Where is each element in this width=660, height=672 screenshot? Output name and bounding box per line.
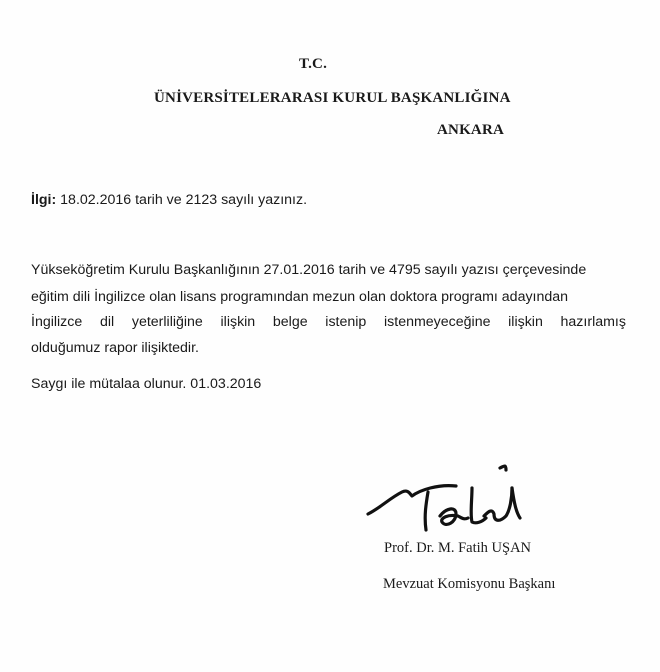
signatory-title: Mevzuat Komisyonu Başkanı: [383, 576, 556, 592]
signatory-name: Prof. Dr. M. Fatih UŞAN: [384, 540, 532, 556]
body-line-4: olduğumuz rapor ilişiktedir.: [31, 340, 199, 356]
header-city: ANKARA: [437, 122, 505, 138]
reference-line: [31, 192, 307, 208]
body-word: ilişkin: [220, 314, 256, 330]
body-line-1: Yükseköğretim Kurulu Başkanlığının 27.01.2016 tarih ve 4795 sayılı yazısı çerçevesinde: [31, 262, 587, 278]
body-word: istenip: [325, 314, 367, 330]
reference-label: İlgi:: [31, 192, 57, 208]
body-word: yeterliliğine: [131, 314, 203, 330]
body-word: hazırlamış: [560, 314, 626, 330]
body-word: istenmeyeceğine: [384, 314, 491, 330]
body-line-3: [31, 314, 626, 330]
reference-text: 18.02.2016 tarih ve 2123 sayılı yazınız.: [56, 192, 308, 208]
body-word: ilişkin: [508, 314, 543, 330]
body-word: dil: [99, 314, 115, 330]
header-recipient: ÜNİVERSİTELERARASI KURUL BAŞKANLIĞINA: [154, 90, 511, 106]
handwritten-signature: [360, 458, 550, 538]
closing-line: Saygı ile mütalaa olunur. 01.03.2016: [31, 376, 262, 392]
body-word: İngilizce: [31, 314, 83, 330]
body-word: belge: [272, 314, 308, 330]
body-line-2: eğitim dili İngilizce olan lisans programından mezun olan doktora programı adayından: [31, 289, 569, 305]
header-tc: T.C.: [299, 56, 328, 72]
